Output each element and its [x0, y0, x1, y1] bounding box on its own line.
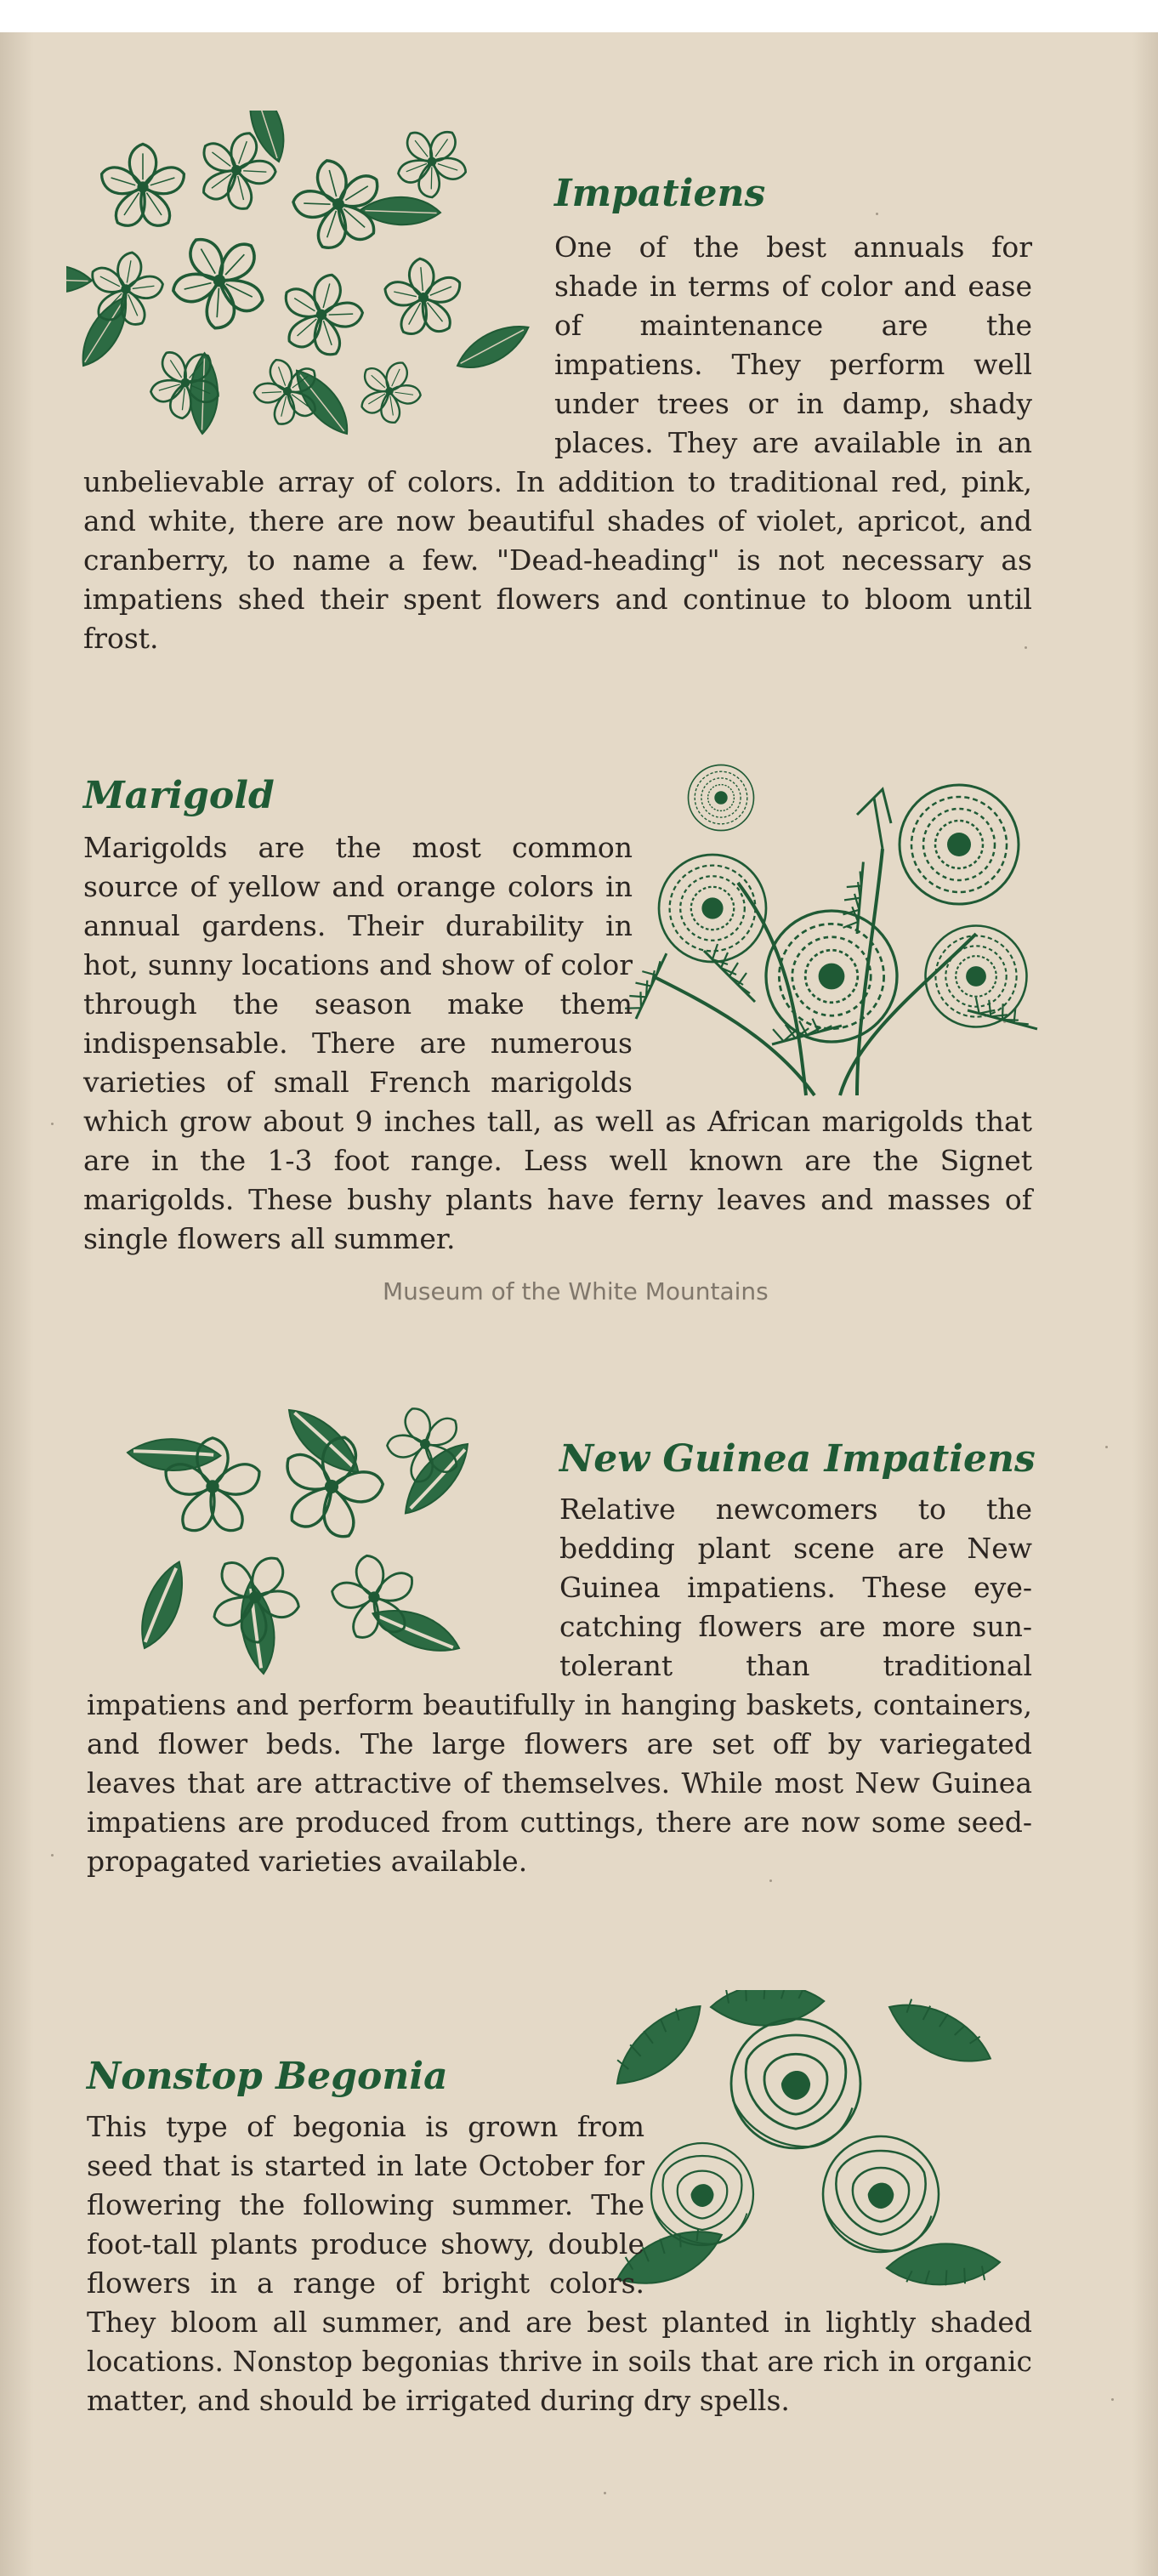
marigold-text-body: Marigolds are the most common source of yellow and orange colors in annual gardens. Their durability in hot, sunny locations and show of color through the season make them indispensable. There are numerous varieties of small French marigolds which grow about 9 inches tall, as well as African marigolds that are in the 1-3 foot range. Less well known are the Signet marigolds. These bushy plants have ferny leaves and masses of single flowers all summer. [83, 831, 1032, 1255]
nonstop-begonia-text-body: This type of begonia is grown from seed that is started in late October for flowering the following summer. The foot-tall plants produce showy, double flowers in a range of bright colors. They bloom all summer, and are best planted in lightly shaded locations. Nonstop begonias thrive in soils that are rich in organic matter, and should be irrigated during dry spells. [87, 2110, 1032, 2417]
nonstop-begonia-text [87, 2107, 1032, 2420]
illustration-wrap-spacer [87, 1490, 559, 1686]
new-guinea-impatiens-heading: New Guinea Impatiens [559, 1437, 1036, 1481]
illustration-wrap-spacer [83, 228, 554, 463]
marigold-heading: Marigold [83, 774, 275, 817]
impatiens-heading: Impatiens [554, 172, 766, 215]
illustration-wrap-spacer [644, 2107, 1032, 2295]
left-fold-shadow [0, 32, 34, 2576]
museum-watermark: Museum of the White Mountains [383, 1277, 769, 1305]
right-fold-shadow [1132, 32, 1158, 2576]
impatiens-text: One of the best annuals for shade in terms of color and ease of maintenance are the impatiens. They perform well under trees or in damp, shady places. They are available in an unbelievable array of colors. In addition to traditional red, pink, and white, there are now beautiful shades of violet, apricot, and cranberry, to name a few. "Dead-heading" is not necessary as impatiens shed their spent flowers and continue to bloom until frost. [83, 228, 1032, 658]
nonstop-begonia-heading: Nonstop Begonia [87, 2055, 448, 2098]
illustration-wrap-spacer [633, 828, 1032, 1102]
new-guinea-impatiens-text: Relative newcomers to the bedding plant scene are New Guinea impatiens. These eye-catching flowers are more sun-tolerant than traditional impatiens and perform beautifully in hanging baskets, containers, and flower beds. The large flowers are set off by variegated leaves that are attractive of themselves. While most New Guinea impatiens are produced from cuttings, there are now some seed-propagated varieties available. [87, 1490, 1032, 1881]
marigold-text [83, 828, 1032, 1259]
